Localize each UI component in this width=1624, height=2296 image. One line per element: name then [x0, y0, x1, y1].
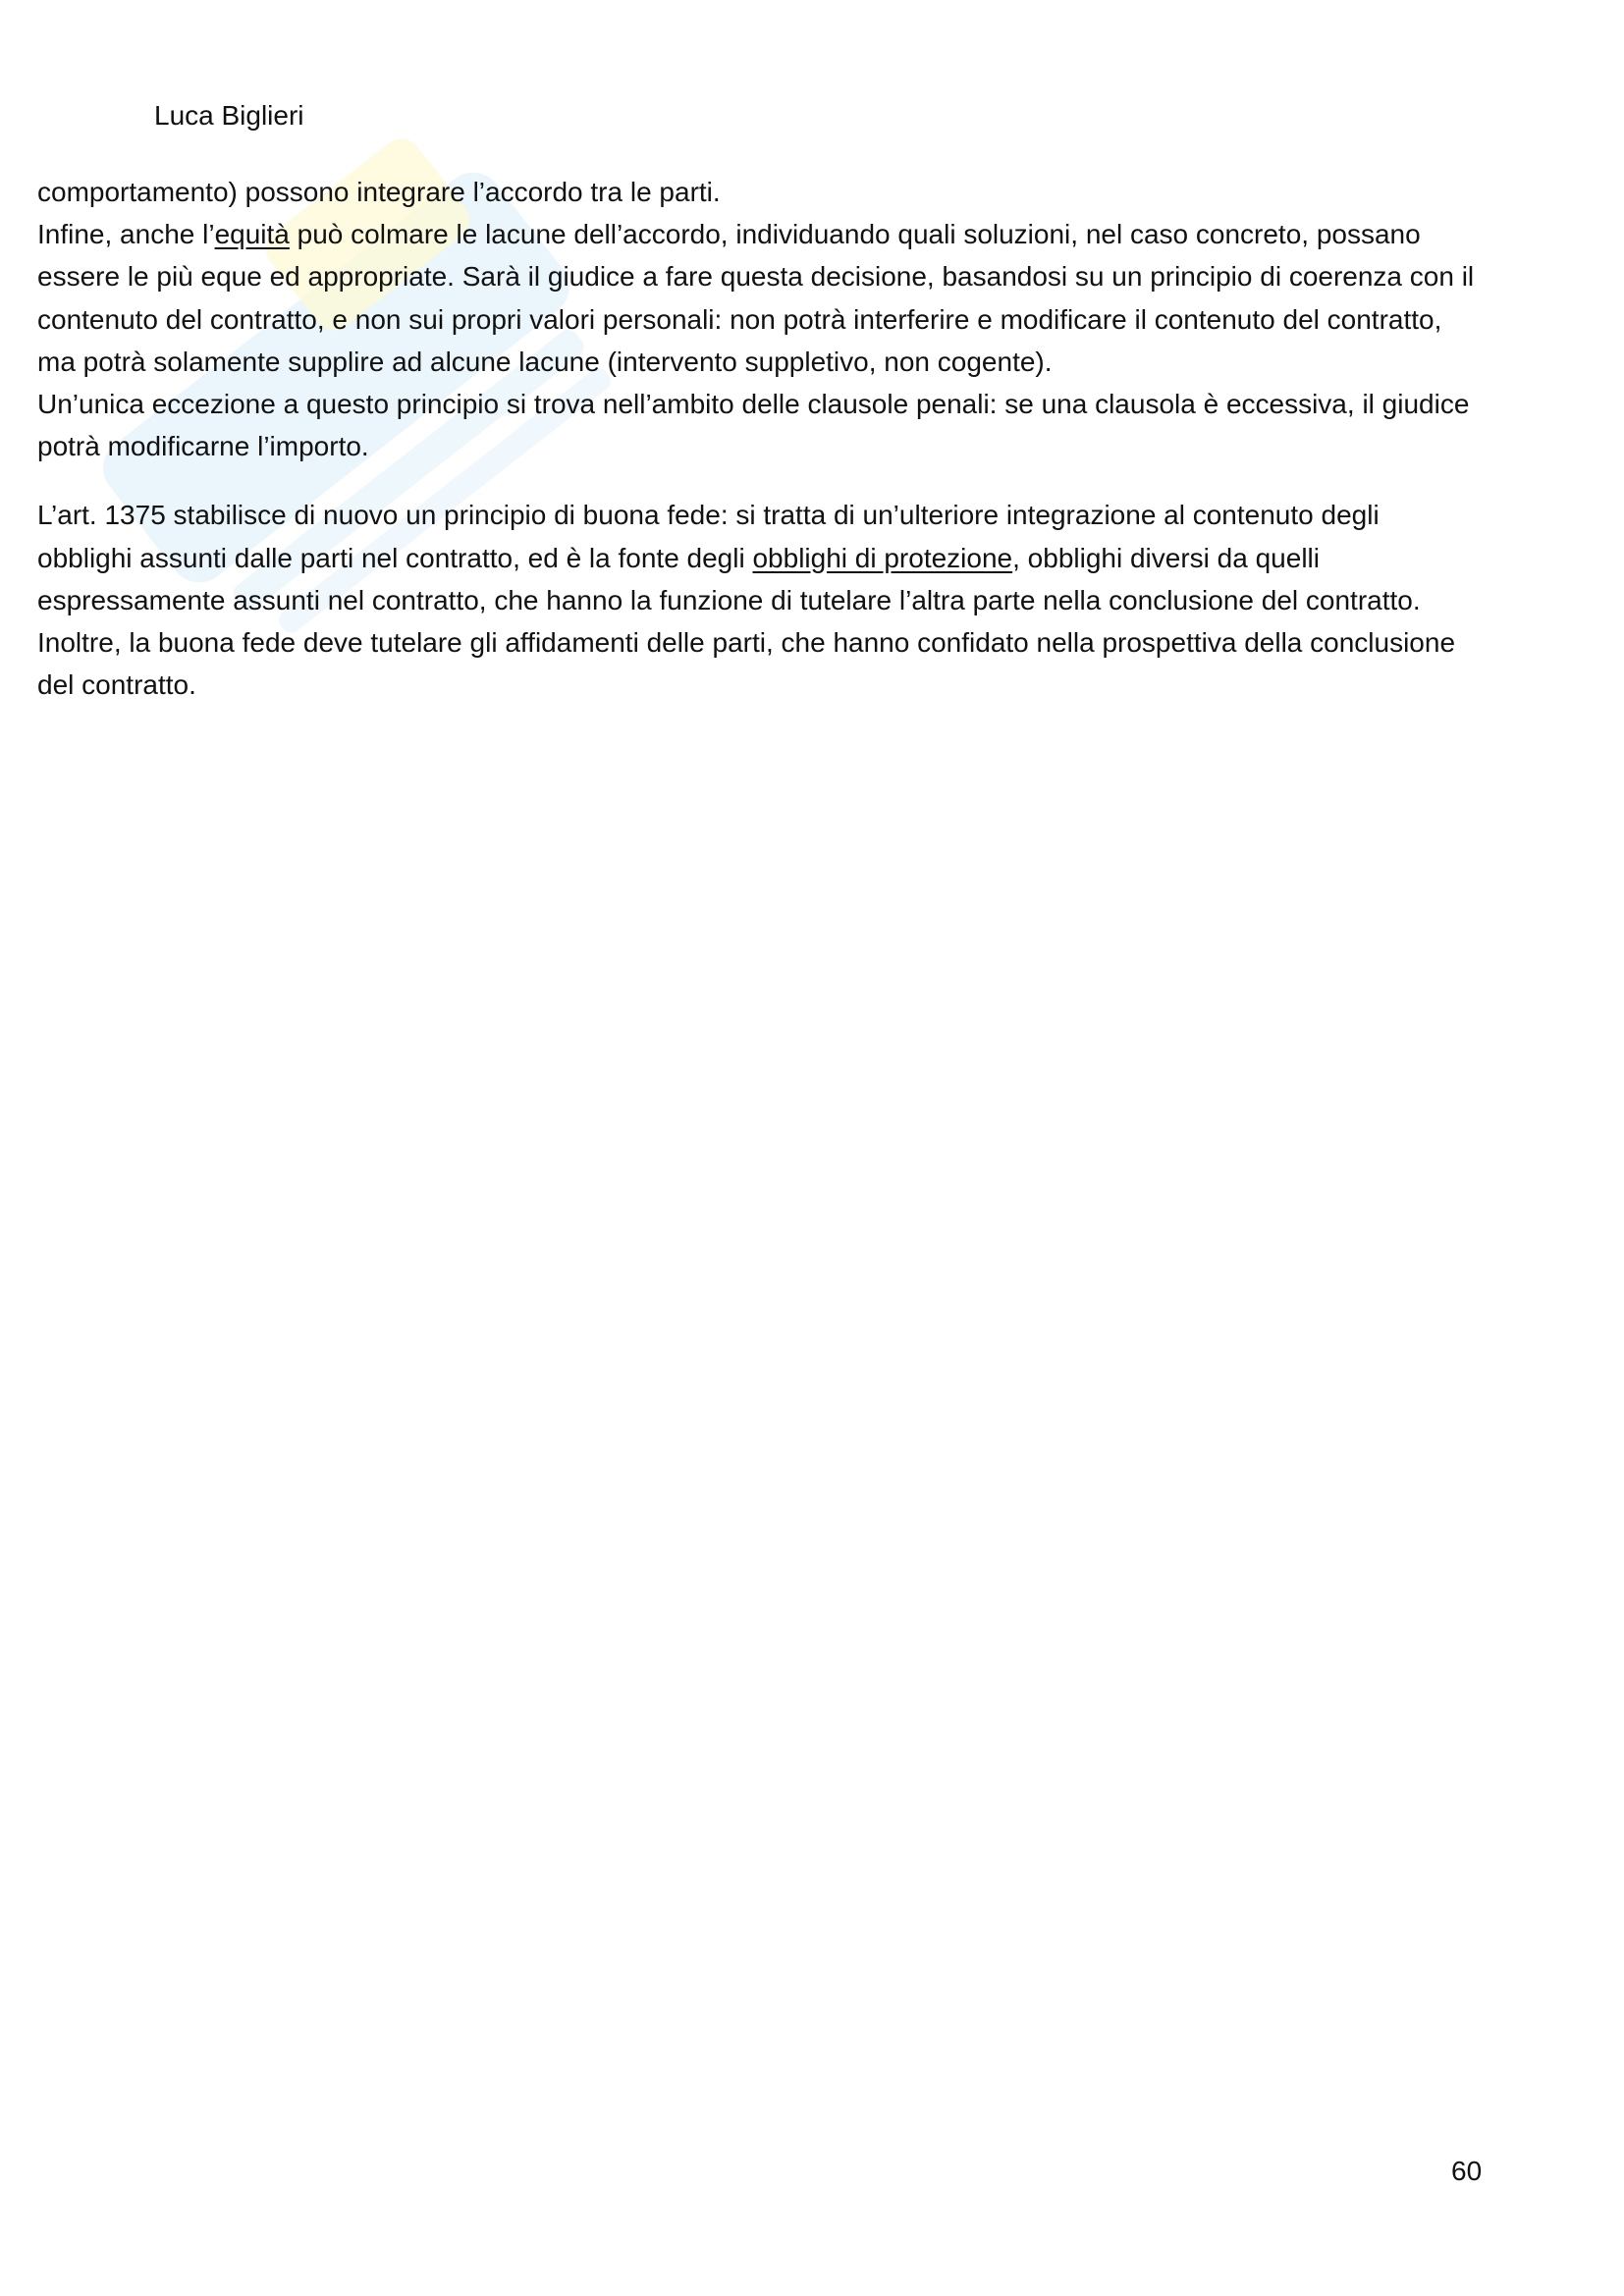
body-line: espressamente assunti nel contratto, che hanno la funzione di tutelare l’altra parte nella conclusione del contratto. — [37, 584, 1421, 615]
body-line: contenuto del contratto, e non sui propri valori personali: non potrà interferire e modificare il contenuto del contratto, — [37, 303, 1442, 335]
body-line: obblighi assunti dalle parti nel contratto, ed è la fonte degli obblighi di protezione, obblighi diversi da quelli — [37, 542, 1320, 573]
body-line: Inoltre, la buona fede deve tutelare gli affidamenti delle parti, che hanno confidato nella prospettiva della conclusione — [37, 627, 1456, 659]
body-line: L’art. 1375 stabilisce di nuovo un principio di buona fede: si tratta di un’ulteriore integrazione al contenuto degli — [37, 500, 1380, 531]
underlined-term-equita: equità — [214, 219, 290, 250]
underlined-term-obblighi-di-protezione: obblighi di protezione — [752, 542, 1013, 573]
page-number: 60 — [1451, 2156, 1483, 2186]
header-author: Luca Biglieri — [154, 100, 304, 131]
body-line: Infine, anche l’equità può colmare le lacune dell’accordo, individuando quali soluzioni, nel caso concreto, possano — [37, 219, 1421, 250]
document-body — [37, 171, 1540, 706]
body-line: essere le più eque ed appropriate. Sarà il giudice a fare questa decisione, basandosi su un principio di coerenza con il — [37, 261, 1475, 293]
body-line: potrà modificarne l’importo. — [37, 431, 369, 462]
body-line: Un’unica eccezione a questo principio si trova nell’ambito delle clausole penali: se una clausola è eccessiva, il giudice — [37, 389, 1470, 420]
body-line: del contratto. — [37, 669, 196, 701]
body-line: comportamento) possono integrare l’accordo tra le parti. — [37, 177, 721, 207]
body-line: ma potrà solamente supplire ad alcune lacune (intervento suppletivo, non cogente). — [37, 346, 1053, 377]
